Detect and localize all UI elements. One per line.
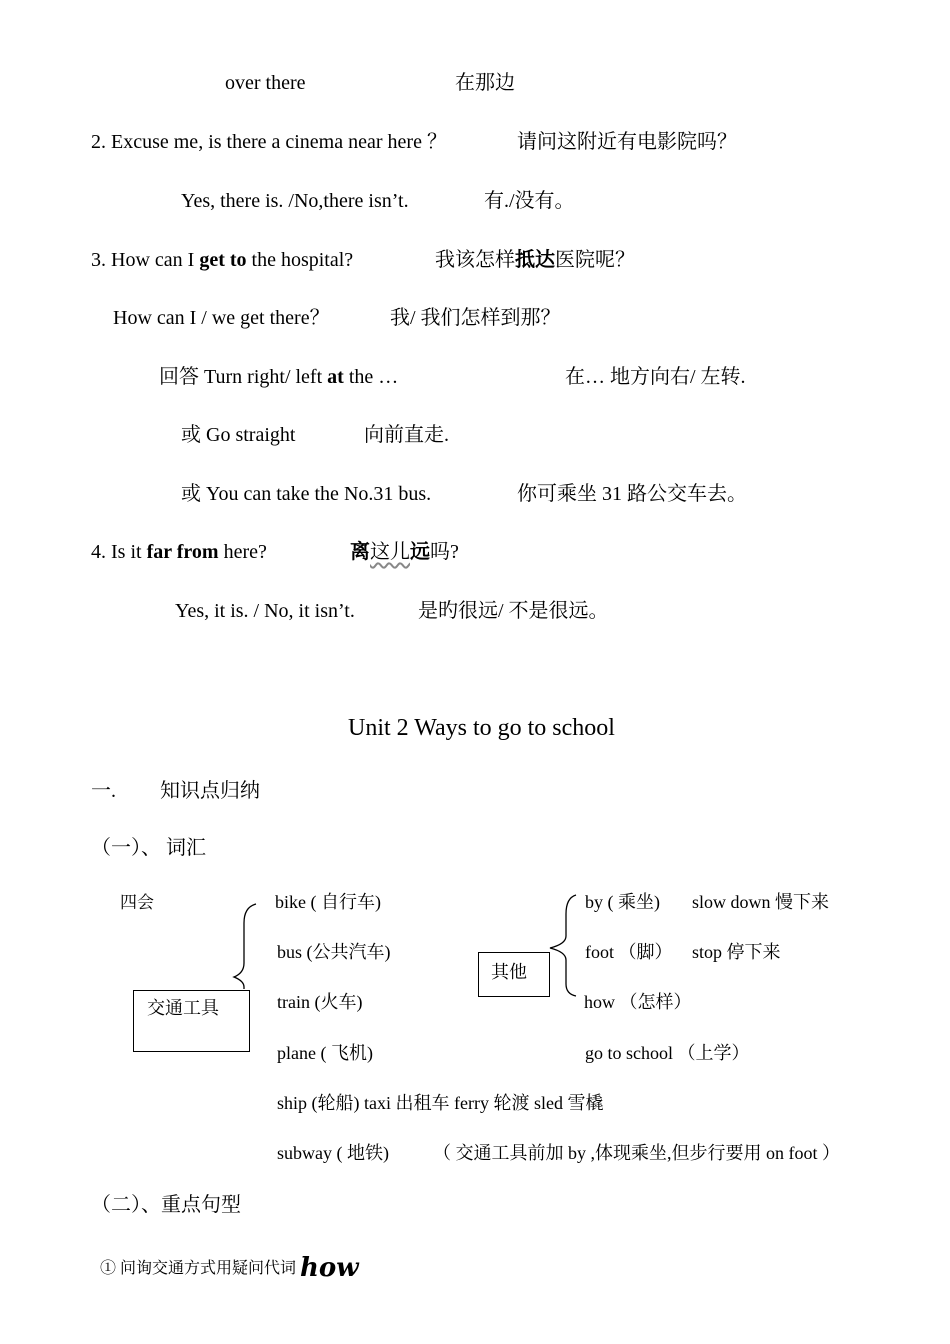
- question-4-cn: [350, 542, 459, 562]
- answer-turn-pre: 回答 Turn right/ left: [159, 366, 328, 388]
- vocab-note: （ 交通工具前加 by ,体现乘坐,但步行要用 on foot ）: [433, 1143, 840, 1163]
- question-4-post: here?: [218, 541, 267, 563]
- question-4-cn-bold1: 离: [350, 541, 370, 563]
- question-2: 2. Excuse me, is there a cinema near here ？: [91, 131, 447, 153]
- vocab-subway: subway ( 地铁): [277, 1143, 389, 1163]
- question-4-cn-mid: 这儿: [370, 541, 410, 563]
- question-3b: How can I / we get there？: [113, 307, 330, 329]
- answer-straight-cn: 向前直走.: [364, 424, 449, 446]
- question-3: [91, 250, 353, 270]
- question-2-cn: 请问这附近有电影院吗？: [517, 131, 737, 153]
- point-1: [100, 1255, 359, 1281]
- vocab-bike: bike ( 自行车): [275, 892, 381, 912]
- answer-4-cn: 是旳很远/ 不是很远。: [418, 600, 609, 622]
- question-3-cn-bold: 抵达: [515, 249, 555, 271]
- question-3-cn-post: 医院呢？: [555, 249, 635, 271]
- question-3-bold: get to: [199, 249, 247, 271]
- unit-title: Unit 2 Ways to go to school: [348, 715, 615, 741]
- point-1-word: how: [300, 1253, 359, 1283]
- question-3-post: the hospital?: [246, 249, 354, 271]
- question-3-cn-pre: 我该怎样: [435, 249, 515, 271]
- question-3b-cn: 我/ 我们怎样到那？: [390, 307, 561, 329]
- vocab-train: train (火车): [277, 992, 363, 1012]
- vocab-ship-row: ship (轮船) taxi 出租车 ferry 轮渡 sled 雪橇: [277, 1093, 604, 1113]
- vocab-slow-down: slow down 慢下来: [692, 892, 830, 912]
- vocab-by: by ( 乘坐): [585, 892, 660, 912]
- answer-bus-cn: 你可乘坐 31 路公交车去。: [517, 483, 747, 505]
- question-3-cn: [435, 250, 635, 270]
- vocab-plane: plane ( 飞机): [277, 1043, 373, 1063]
- right-brace: [548, 894, 578, 998]
- question-4: [91, 542, 267, 562]
- question-4-pre: 4. Is it: [91, 541, 147, 563]
- transport-box-label: 交通工具: [147, 998, 219, 1018]
- answer-2-cn: 有./没有。: [484, 190, 575, 212]
- section-1a-heading: （一）、 词汇: [91, 837, 206, 859]
- phrase-over-there-cn: 在那边: [455, 72, 515, 94]
- answer-turn-post: the …: [343, 366, 399, 388]
- question-4-cn-bold2: 远: [410, 541, 430, 563]
- point-1-text: ① 问询交通方式用疑问代词: [100, 1260, 301, 1277]
- section-1b-heading: （二）、重点句型: [91, 1194, 241, 1216]
- vocab-how: how （怎样）: [584, 992, 692, 1012]
- vocab-foot: foot （脚）: [585, 942, 673, 962]
- phrase-over-there: over there: [225, 72, 306, 94]
- answer-bus: 或 You can take the No.31 bus.: [181, 483, 432, 505]
- question-4-bold: far from: [146, 541, 219, 563]
- other-box-label: 其他: [491, 962, 527, 982]
- answer-straight: 或 Go straight: [181, 424, 296, 446]
- question-4-cn-post: 吗?: [430, 541, 459, 563]
- answer-turn-cn: 在… 地方向右/ 左转.: [565, 366, 746, 388]
- four-skills-label: 四会: [120, 893, 154, 912]
- answer-4: Yes, it is. / No, it isn’t.: [175, 600, 355, 622]
- vocab-go-to-school: go to school （上学）: [585, 1043, 750, 1063]
- vocab-bus: bus (公共汽车): [277, 942, 391, 962]
- vocab-stop: stop 停下来: [692, 942, 781, 962]
- answer-turn: [159, 367, 398, 387]
- answer-turn-bold: at: [327, 366, 344, 388]
- section-1-number: 一.: [91, 780, 116, 802]
- question-3-pre: 3. How can I: [91, 249, 200, 271]
- section-1-label: 知识点归纳: [160, 780, 260, 802]
- left-brace: [232, 903, 262, 993]
- answer-2: Yes, there is. /No,there isn’t.: [181, 190, 409, 212]
